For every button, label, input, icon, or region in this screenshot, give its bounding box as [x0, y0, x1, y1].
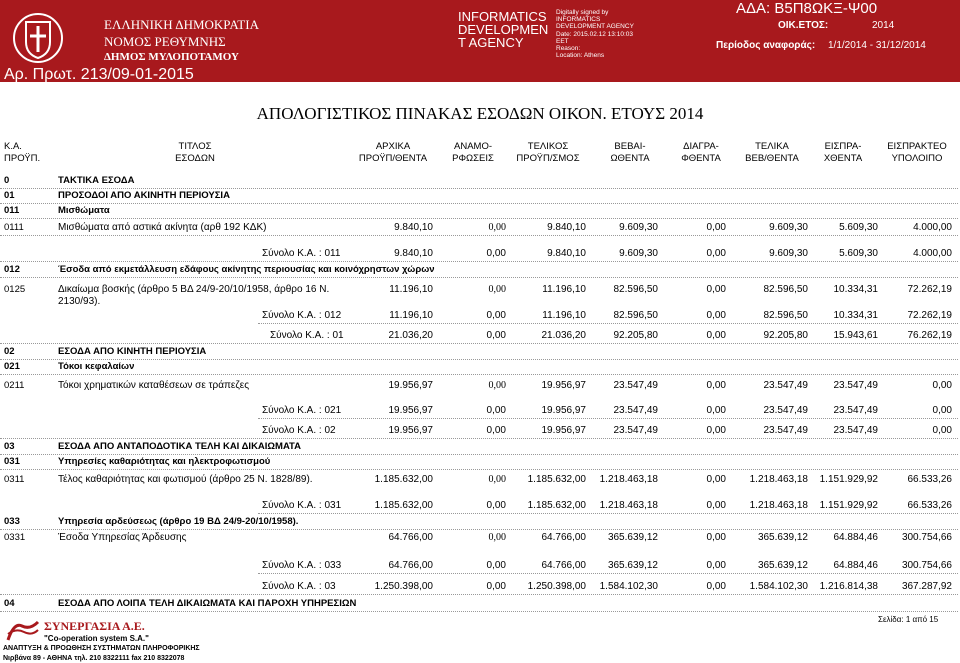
row-separator	[0, 343, 958, 344]
value-collected: 15.943,61	[833, 330, 878, 341]
subtotal-label: Σύνολο Κ.Α. : 031	[262, 500, 342, 511]
value-collected: 5.609,30	[839, 248, 878, 259]
value-final-certified: 23.547,49	[763, 380, 808, 391]
col-header-code: Κ.Α. ΠΡΟΫΠ.	[4, 141, 41, 164]
fiscal-year-value: 2014	[872, 20, 895, 31]
value-certified: 82.596,50	[613, 284, 658, 295]
value-balance: 72.262,19	[907, 310, 952, 321]
row-code: 033	[4, 516, 20, 527]
value-balance: 300.754,66	[901, 560, 952, 571]
value-initial: 1.250.398,00	[374, 581, 433, 592]
value-revisions: 0,00	[488, 380, 506, 391]
row-separator	[0, 454, 958, 455]
value-initial: 19.956,97	[388, 380, 433, 391]
subtotal-label: Σύνολο Κ.Α. : 012	[262, 310, 342, 321]
subtotal-label: Σύνολο Κ.Α. : 033	[262, 560, 342, 571]
row-separator	[0, 218, 958, 219]
row-code: 021	[4, 361, 20, 372]
row-title: Υπηρεσία αρδεύσεως (άρθρο 19 ΒΔ 24/9-20/10/1958).	[58, 516, 299, 527]
row-title-continued: 2130/93).	[58, 296, 101, 307]
value-balance: 367.287,92	[901, 581, 952, 592]
value-collected: 5.609,30	[839, 222, 878, 233]
row-code: 0331	[4, 532, 26, 543]
row-separator	[0, 261, 958, 262]
subtotal-label: Σύνολο Κ.Α. : 011	[262, 248, 341, 259]
value-deleted: 0,00	[706, 222, 726, 233]
subtotal-separator	[258, 573, 958, 574]
row-title: ΕΣΟΔΑ ΑΠΟ ΚΙΝΗΤΗ ΠΕΡΙΟΥΣΙΑ	[58, 346, 207, 357]
value-final-budget: 21.036,20	[541, 330, 586, 341]
row-title: Έσοδα από εκμετάλλευση εδάφους ακίνητης περιουσίας και κοινόχρηστων χώρων	[58, 264, 435, 275]
value-collected: 23.547,49	[833, 405, 878, 416]
value-certified: 23.547,49	[613, 380, 658, 391]
row-separator	[0, 235, 958, 236]
col-header-certified: ΒΕΒΑΙ- ΩΘΕΝΤΑ	[610, 141, 650, 164]
value-revisions: 0,00	[486, 310, 506, 321]
column-headers	[0, 141, 960, 171]
value-collected: 23.547,49	[833, 380, 878, 391]
value-initial: 21.036,20	[388, 330, 433, 341]
row-title: ΠΡΟΣΟΔΟΙ ΑΠΟ ΑΚΙΝΗΤΗ ΠΕΡΙΟΥΣΙΑ	[58, 190, 230, 201]
value-certified: 1.218.463,18	[599, 500, 658, 511]
value-initial: 64.766,00	[388, 560, 433, 571]
value-deleted: 0,00	[706, 405, 726, 416]
value-final-budget: 64.766,00	[541, 560, 586, 571]
fiscal-year-label: ΟΙΚ.ΕΤΟΣ:	[778, 20, 829, 31]
value-final-budget: 19.956,97	[541, 405, 586, 416]
value-initial: 1.185.632,00	[374, 474, 433, 485]
col-header-final-certified: ΤΕΛΙΚΑ ΒΕΒ/ΘΕΝΤΑ	[745, 141, 799, 164]
value-revisions: 0,00	[486, 330, 506, 341]
row-separator	[0, 188, 958, 189]
row-code: 0	[4, 175, 10, 186]
value-deleted: 0,00	[706, 310, 726, 321]
row-code: 01	[4, 190, 15, 201]
col-header-balance: ΕΙΣΠΡΑΚΤΕΟ ΥΠΟΛΟΙΠΟ	[887, 141, 947, 164]
row-code: 02	[4, 346, 15, 357]
row-title: Τόκοι χρηματικών καταθέσεων σε τράπεζες	[58, 380, 250, 391]
row-separator	[0, 438, 958, 439]
col-header-collected: ΕΙΣΠΡΑ- ΧΘΕΝΤΑ	[823, 141, 863, 164]
col-header-final-budget: ΤΕΛΙΚΟΣ ΠΡΟΫΠ/ΣΜΟΣ	[516, 141, 580, 164]
value-collected: 64.884,46	[833, 560, 878, 571]
subtotal-label: Σύνολο Κ.Α. : 01	[270, 330, 344, 341]
value-deleted: 0,00	[706, 248, 726, 259]
value-revisions: 0,00	[488, 474, 506, 485]
value-deleted: 0,00	[706, 425, 726, 436]
coat-of-arms-icon	[8, 8, 68, 68]
subtotal-separator	[258, 418, 958, 419]
value-final-budget: 9.840,10	[547, 222, 586, 233]
footer-tagline: ΑΝΑΠΤΥΞΗ & ΠΡΟΩΘΗΣΗ ΣΥΣΤΗΜΑΤΩΝ ΠΛΗΡΟΦΟΡΙΚΗΣ	[3, 645, 200, 652]
row-title: Έσοδα Υπηρεσίας Άρδευσης	[58, 532, 187, 543]
value-collected: 1.151.929,92	[819, 500, 878, 511]
col-header-deleted: ΔΙΑΓΡΑ- ΦΘΕΝΤΑ	[681, 141, 721, 164]
row-title: Μισθώματα από αστικά ακίνητα (αρθ 192 ΚΔΚ)	[58, 222, 267, 233]
value-deleted: 0,00	[706, 474, 726, 485]
value-collected: 1.216.814,38	[819, 581, 878, 592]
value-certified: 23.547,49	[613, 405, 658, 416]
value-final-certified: 1.218.463,18	[749, 474, 808, 485]
value-balance: 66.533,26	[907, 500, 952, 511]
period-value: 1/1/2014 - 31/12/2014	[828, 40, 926, 51]
row-code: 04	[4, 598, 15, 609]
digital-signature-block	[556, 9, 634, 59]
subtotal-separator	[258, 323, 958, 324]
value-revisions: 0,00	[486, 581, 506, 592]
value-final-certified: 82.596,50	[763, 284, 808, 295]
sig-line: INFORMATICS	[556, 16, 601, 24]
value-revisions: 0,00	[486, 500, 506, 511]
value-initial: 64.766,00	[388, 532, 433, 543]
value-initial: 11.196,10	[389, 310, 433, 321]
value-collected: 64.884,46	[833, 532, 878, 543]
row-code: 0311	[4, 474, 25, 485]
row-title: Υπηρεσίες καθαριότητας και ηλεκτροφωτισμού	[58, 456, 271, 467]
value-certified: 92.205,80	[613, 330, 658, 341]
sig-line: Digitally signed by	[556, 9, 609, 16]
value-final-budget: 64.766,00	[541, 532, 586, 543]
value-balance: 0,00	[932, 425, 952, 436]
value-certified: 9.609,30	[619, 222, 658, 233]
value-final-certified: 23.547,49	[763, 405, 808, 416]
col-header-revisions: ΑΝΑΜΟ- ΡΦΩΣΕΙΣ	[452, 141, 494, 164]
signer-logo-text: INFORMATICS DEVELOPMEN T AGENCY	[458, 9, 549, 50]
value-collected: 23.547,49	[833, 425, 878, 436]
row-separator	[0, 374, 958, 375]
row-code: 012	[4, 264, 20, 275]
value-final-budget: 11.196,10	[542, 284, 586, 295]
value-revisions: 0,00	[486, 405, 506, 416]
ada-code: ΑΔΑ: Β5Π8ΩΚΞ-Ψ00	[736, 0, 878, 17]
value-final-certified: 1.584.102,30	[749, 581, 808, 592]
value-revisions: 0,00	[488, 284, 506, 295]
value-collected: 1.151.929,92	[819, 474, 878, 485]
value-balance: 0,00	[932, 380, 952, 391]
value-collected: 10.334,31	[833, 284, 878, 295]
value-revisions: 0,00	[486, 425, 506, 436]
value-balance: 300.754,66	[901, 532, 952, 543]
row-title: ΕΣΟΔΑ ΑΠΟ ΑΝΤΑΠΟΔΟΤΙΚΑ ΤΕΛΗ ΚΑΙ ΔΙΚΑΙΩΜΑΤΑ	[58, 441, 301, 452]
sig-line: EET	[556, 37, 569, 45]
value-final-certified: 9.609,30	[769, 222, 808, 233]
value-balance: 66.533,26	[907, 474, 952, 485]
value-deleted: 0,00	[706, 380, 726, 391]
period-label: Περίοδος αναφοράς:	[716, 40, 816, 51]
row-separator	[0, 611, 958, 612]
gov-line-1: ΕΛΛΗΝΙΚΗ ΔΗΜΟΚΡΑΤΙΑ	[104, 17, 259, 32]
row-title: ΕΣΟΔΑ ΑΠΟ ΛΟΙΠΑ ΤΕΛΗ ΔΙΚΑΙΩΜΑΤΑ ΚΑΙ ΠΑΡΟΧΗ ΥΠΗΡΕΣΙΩΝ	[58, 598, 357, 609]
value-final-budget: 1.185.632,00	[527, 474, 586, 485]
value-initial: 19.956,97	[388, 405, 433, 416]
value-balance: 76.262,19	[907, 330, 952, 341]
row-separator	[0, 594, 958, 595]
value-certified: 1.218.463,18	[599, 474, 658, 485]
value-certified: 23.547,49	[613, 425, 658, 436]
col-header-initial: ΑΡΧΙΚΑ ΠΡΟΫΠ/ΘΕΝΤΑ	[358, 141, 428, 164]
row-title: ΤΑΚΤΙΚΑ ΕΣΟΔΑ	[58, 175, 135, 186]
value-final-certified: 82.596,50	[763, 310, 808, 321]
subtotal-label: Σύνολο Κ.Α. : 03	[262, 581, 336, 592]
value-final-certified: 23.547,49	[763, 425, 808, 436]
row-code: 03	[4, 441, 15, 452]
row-code: 031	[4, 456, 20, 467]
value-balance: 72.262,19	[907, 284, 952, 295]
value-deleted: 0,00	[706, 581, 726, 592]
value-deleted: 0,00	[706, 330, 726, 341]
value-final-certified: 92.205,80	[763, 330, 808, 341]
subtotal-label: Σύνολο Κ.Α. : 02	[262, 425, 336, 436]
value-deleted: 0,00	[706, 500, 726, 511]
footer-company: ΣΥΝΕΡΓΑΣΙΑ Α.Ε.	[44, 619, 145, 633]
row-title: Δικαίωμα βοσκής (άρθρο 5 ΒΔ 24/9-20/10/1958, άρθρο 16 Ν.	[58, 284, 330, 295]
subtotal-label: Σύνολο Κ.Α. : 021	[262, 405, 342, 416]
value-initial: 19.956,97	[388, 425, 433, 436]
gov-line-2: ΝΟΜΟΣ ΡΕΘΥΜΝΗΣ	[104, 34, 226, 49]
value-final-budget: 19.956,97	[541, 425, 586, 436]
row-code: 0111	[4, 222, 24, 233]
sig-line: Location: Athens	[556, 52, 605, 60]
col-header-title: ΤΙΤΛΟΣ ΕΣΟΔΩΝ	[175, 141, 215, 164]
value-deleted: 0,00	[706, 284, 726, 295]
report-title: ΑΠΟΛΟΓΙΣΤΙΚΟΣ ΠΙΝΑΚΑΣ ΕΣΟΔΩΝ ΟΙΚΟΝ. ΕΤΟΥΣ 2014	[256, 104, 704, 123]
value-certified: 9.609,30	[619, 248, 658, 259]
value-certified: 365.639,12	[607, 532, 658, 543]
value-revisions: 0,00	[486, 248, 506, 259]
footer-address: Νιρβάνα 89 - ΑΘΗΝΑ τηλ. 210 8322111 fax 210 8322078	[3, 655, 185, 662]
row-separator	[0, 359, 958, 360]
value-final-certified: 365.639,12	[757, 560, 808, 571]
value-revisions: 0,00	[488, 532, 506, 543]
value-deleted: 0,00	[706, 532, 726, 543]
row-code: 0211	[4, 380, 25, 391]
row-separator	[0, 277, 958, 278]
row-code: 011	[4, 205, 20, 216]
sig-line: Date: 2015.02.12 13:10:03	[556, 30, 633, 38]
value-certified: 82.596,50	[613, 310, 658, 321]
value-certified: 1.584.102,30	[599, 581, 658, 592]
value-final-budget: 1.250.398,00	[527, 581, 586, 592]
value-initial: 9.840,10	[394, 222, 433, 233]
value-final-certified: 365.639,12	[757, 532, 808, 543]
value-balance: 4.000,00	[913, 248, 952, 259]
gov-line-3: ΔΗΜΟΣ ΜΥΛΟΠΟΤΑΜΟΥ	[104, 51, 239, 63]
sig-line: Reason:	[556, 45, 581, 53]
footer-system: "Co-operation system S.A."	[44, 634, 149, 643]
value-revisions: 0,00	[488, 222, 506, 233]
row-title: Τόκοι κεφαλαίων	[58, 361, 135, 372]
value-collected: 10.334,31	[833, 310, 878, 321]
value-initial: 1.185.632,00	[374, 500, 433, 511]
page-number: Σελίδα: 1 από 15	[878, 615, 939, 624]
value-revisions: 0,00	[486, 560, 506, 571]
value-balance: 0,00	[932, 405, 952, 416]
value-initial: 9.840,10	[394, 248, 433, 259]
row-separator	[0, 529, 958, 530]
row-code: 0125	[4, 284, 26, 295]
value-final-certified: 9.609,30	[769, 248, 808, 259]
row-title: Μισθώματα	[58, 205, 110, 216]
row-separator	[0, 203, 958, 204]
subtotal-separator	[258, 513, 958, 514]
value-final-certified: 1.218.463,18	[749, 500, 808, 511]
value-final-budget: 1.185.632,00	[527, 500, 586, 511]
value-initial: 11.196,10	[389, 284, 433, 295]
value-deleted: 0,00	[706, 560, 726, 571]
value-certified: 365.639,12	[607, 560, 658, 571]
company-logo-icon	[6, 620, 40, 642]
row-title: Τέλος καθαριότητας και φωτισμού (άρθρο 25 Ν. 1828/89).	[58, 474, 313, 485]
protocol-number: Αρ. Πρωτ. 213/09-01-2015	[4, 66, 194, 83]
row-separator	[0, 469, 958, 470]
value-final-budget: 9.840,10	[547, 248, 586, 259]
value-final-budget: 11.196,10	[542, 310, 586, 321]
value-balance: 4.000,00	[913, 222, 952, 233]
sig-line: DEVELOPMENT AGENCY	[556, 23, 634, 31]
value-final-budget: 19.956,97	[541, 380, 586, 391]
